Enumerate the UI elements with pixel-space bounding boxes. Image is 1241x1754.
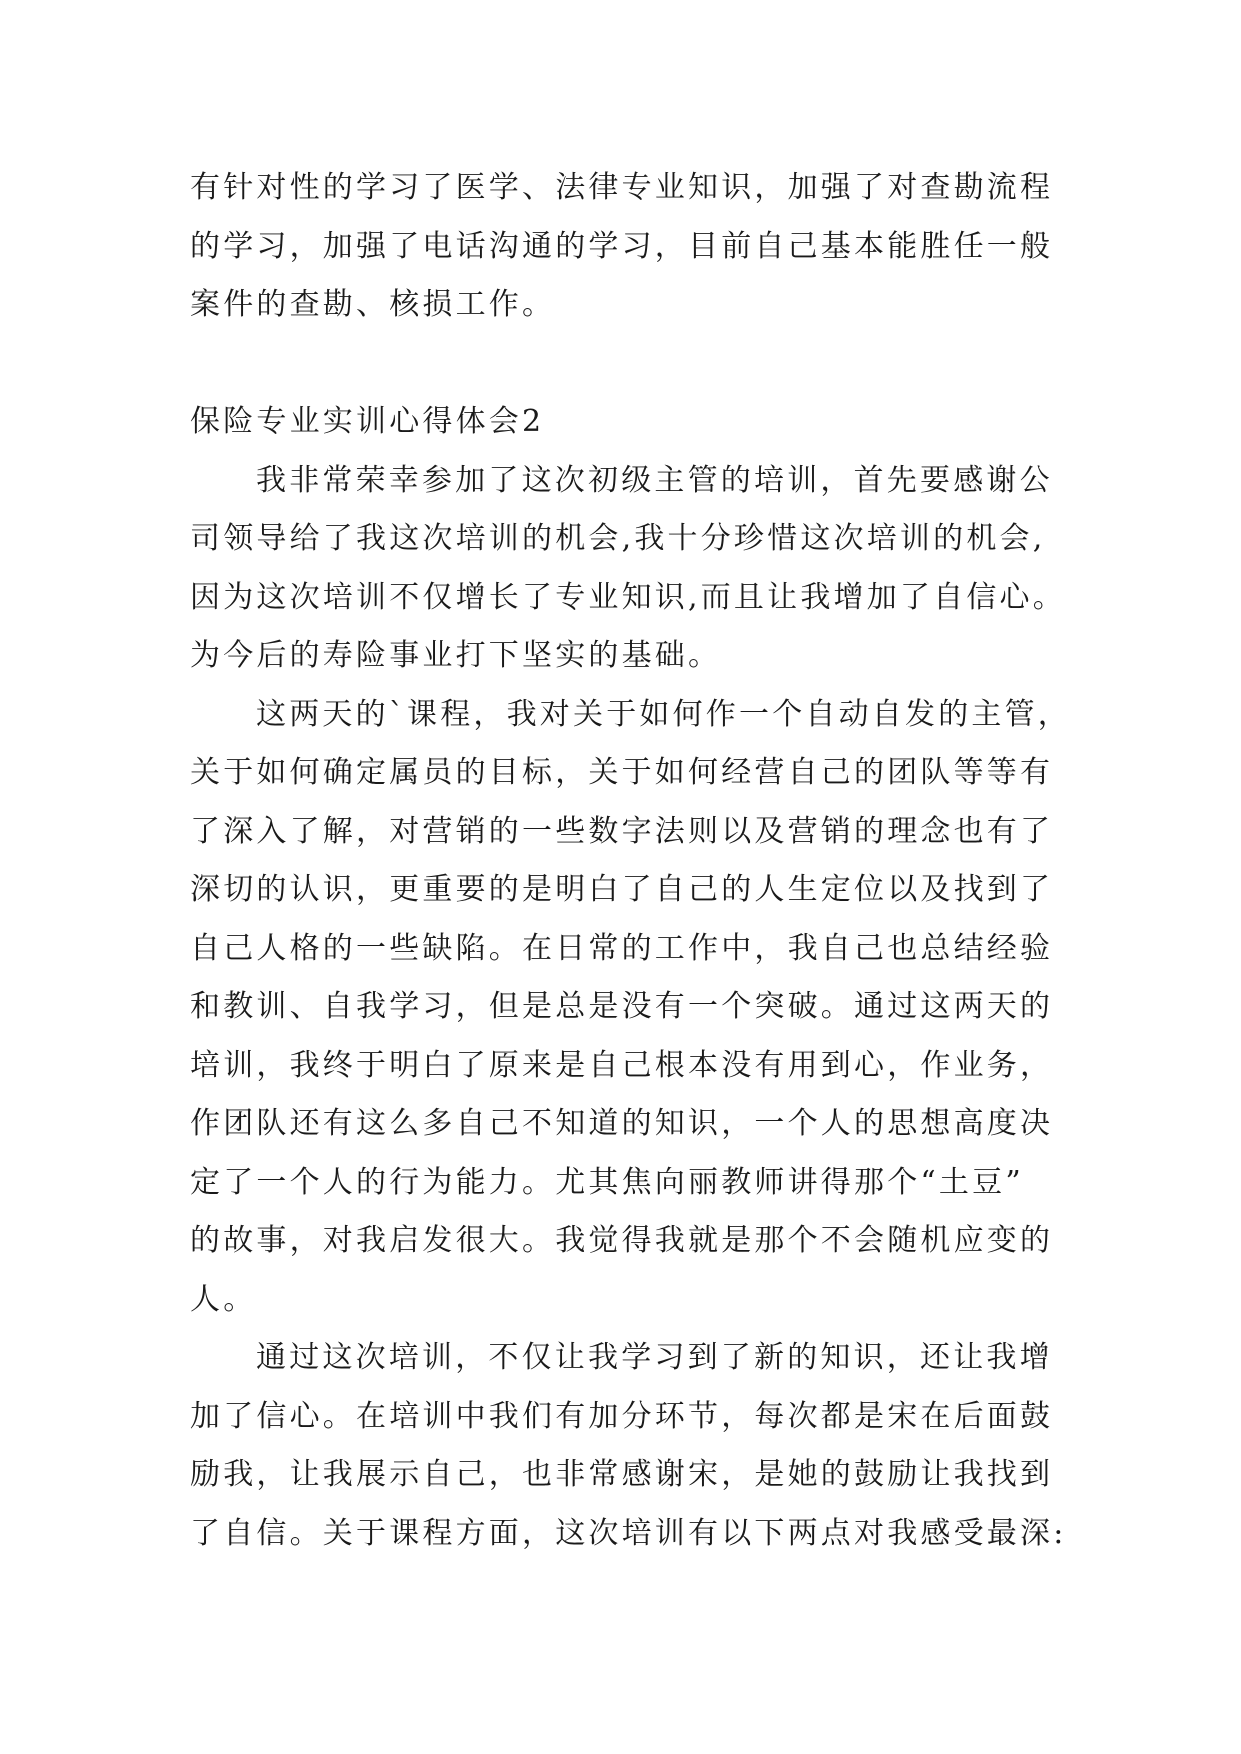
text-line: 自己人格的一些缺陷。在日常的工作中，我自己也总结经验: [190, 930, 1054, 966]
paragraph-1: [190, 452, 1070, 686]
text-line: 深切的认识，更重要的是明白了自己的人生定位以及找到了: [190, 872, 1054, 907]
text-line: 了自信。关于课程方面，这次培训有以下两点对我感受最深:: [190, 1515, 1067, 1551]
text-line: 培训，我终于明白了原来是自己根本没有用到心，作业务，: [190, 1047, 1054, 1083]
section-title: 保险专业实训心得体会2: [190, 404, 545, 439]
paragraph-2: [190, 686, 1070, 1330]
document-page: [190, 159, 1070, 1563]
text-line: 案件的查勘、核损工作。: [190, 287, 556, 322]
text-line: 有针对性的学习了医学、法律专业知识，加强了对查勘流程: [190, 170, 1054, 205]
text-line: 我非常荣幸参加了这次初级主管的培训，首先要感谢公: [256, 462, 1053, 498]
text-line: 定了一个人的行为能力。尤其焦向丽教师讲得那个“土豆”: [190, 1164, 1024, 1200]
intro-paragraph: [190, 159, 1070, 335]
text-line: 这两天的`课程，我对关于如何作一个自动自发的主管，: [256, 696, 1071, 732]
blank-line: [190, 335, 1070, 394]
text-line: 通过这次培训，不仅让我学习到了新的知识，还让我增: [256, 1340, 1053, 1375]
text-line: 了深入了解，对营销的一些数字法则以及营销的理念也有了: [190, 813, 1054, 849]
paragraph-3: [190, 1329, 1070, 1563]
text-line: 司领导给了我这次培训的机会,我十分珍惜这次培训的机会,: [190, 521, 1046, 556]
text-line: 作团队还有这么多自己不知道的知识，一个人的思想高度决: [190, 1106, 1054, 1141]
text-line: 加了信心。在培训中我们有加分环节，每次都是宋在后面鼓: [190, 1398, 1054, 1434]
text-line: 关于如何确定属员的目标，关于如何经营自己的团队等等有: [190, 755, 1054, 790]
text-line: 励我，让我展示自己，也非常感谢宋，是她的鼓励让我找到: [190, 1457, 1054, 1492]
text-line: 和教训、自我学习，但是总是没有一个突破。通过这两天的: [190, 989, 1054, 1024]
text-line: 人。: [190, 1281, 257, 1317]
text-line: 的故事，对我启发很大。我觉得我就是那个不会随机应变的: [190, 1223, 1054, 1258]
text-line: 因为这次培训不仅增长了专业知识,而且让我增加了自信心。: [190, 579, 1066, 615]
text-line: 的学习，加强了电话沟通的学习，目前自己基本能胜任一般: [190, 228, 1054, 264]
text-line: 为今后的寿险事业打下坚实的基础。: [190, 638, 722, 673]
